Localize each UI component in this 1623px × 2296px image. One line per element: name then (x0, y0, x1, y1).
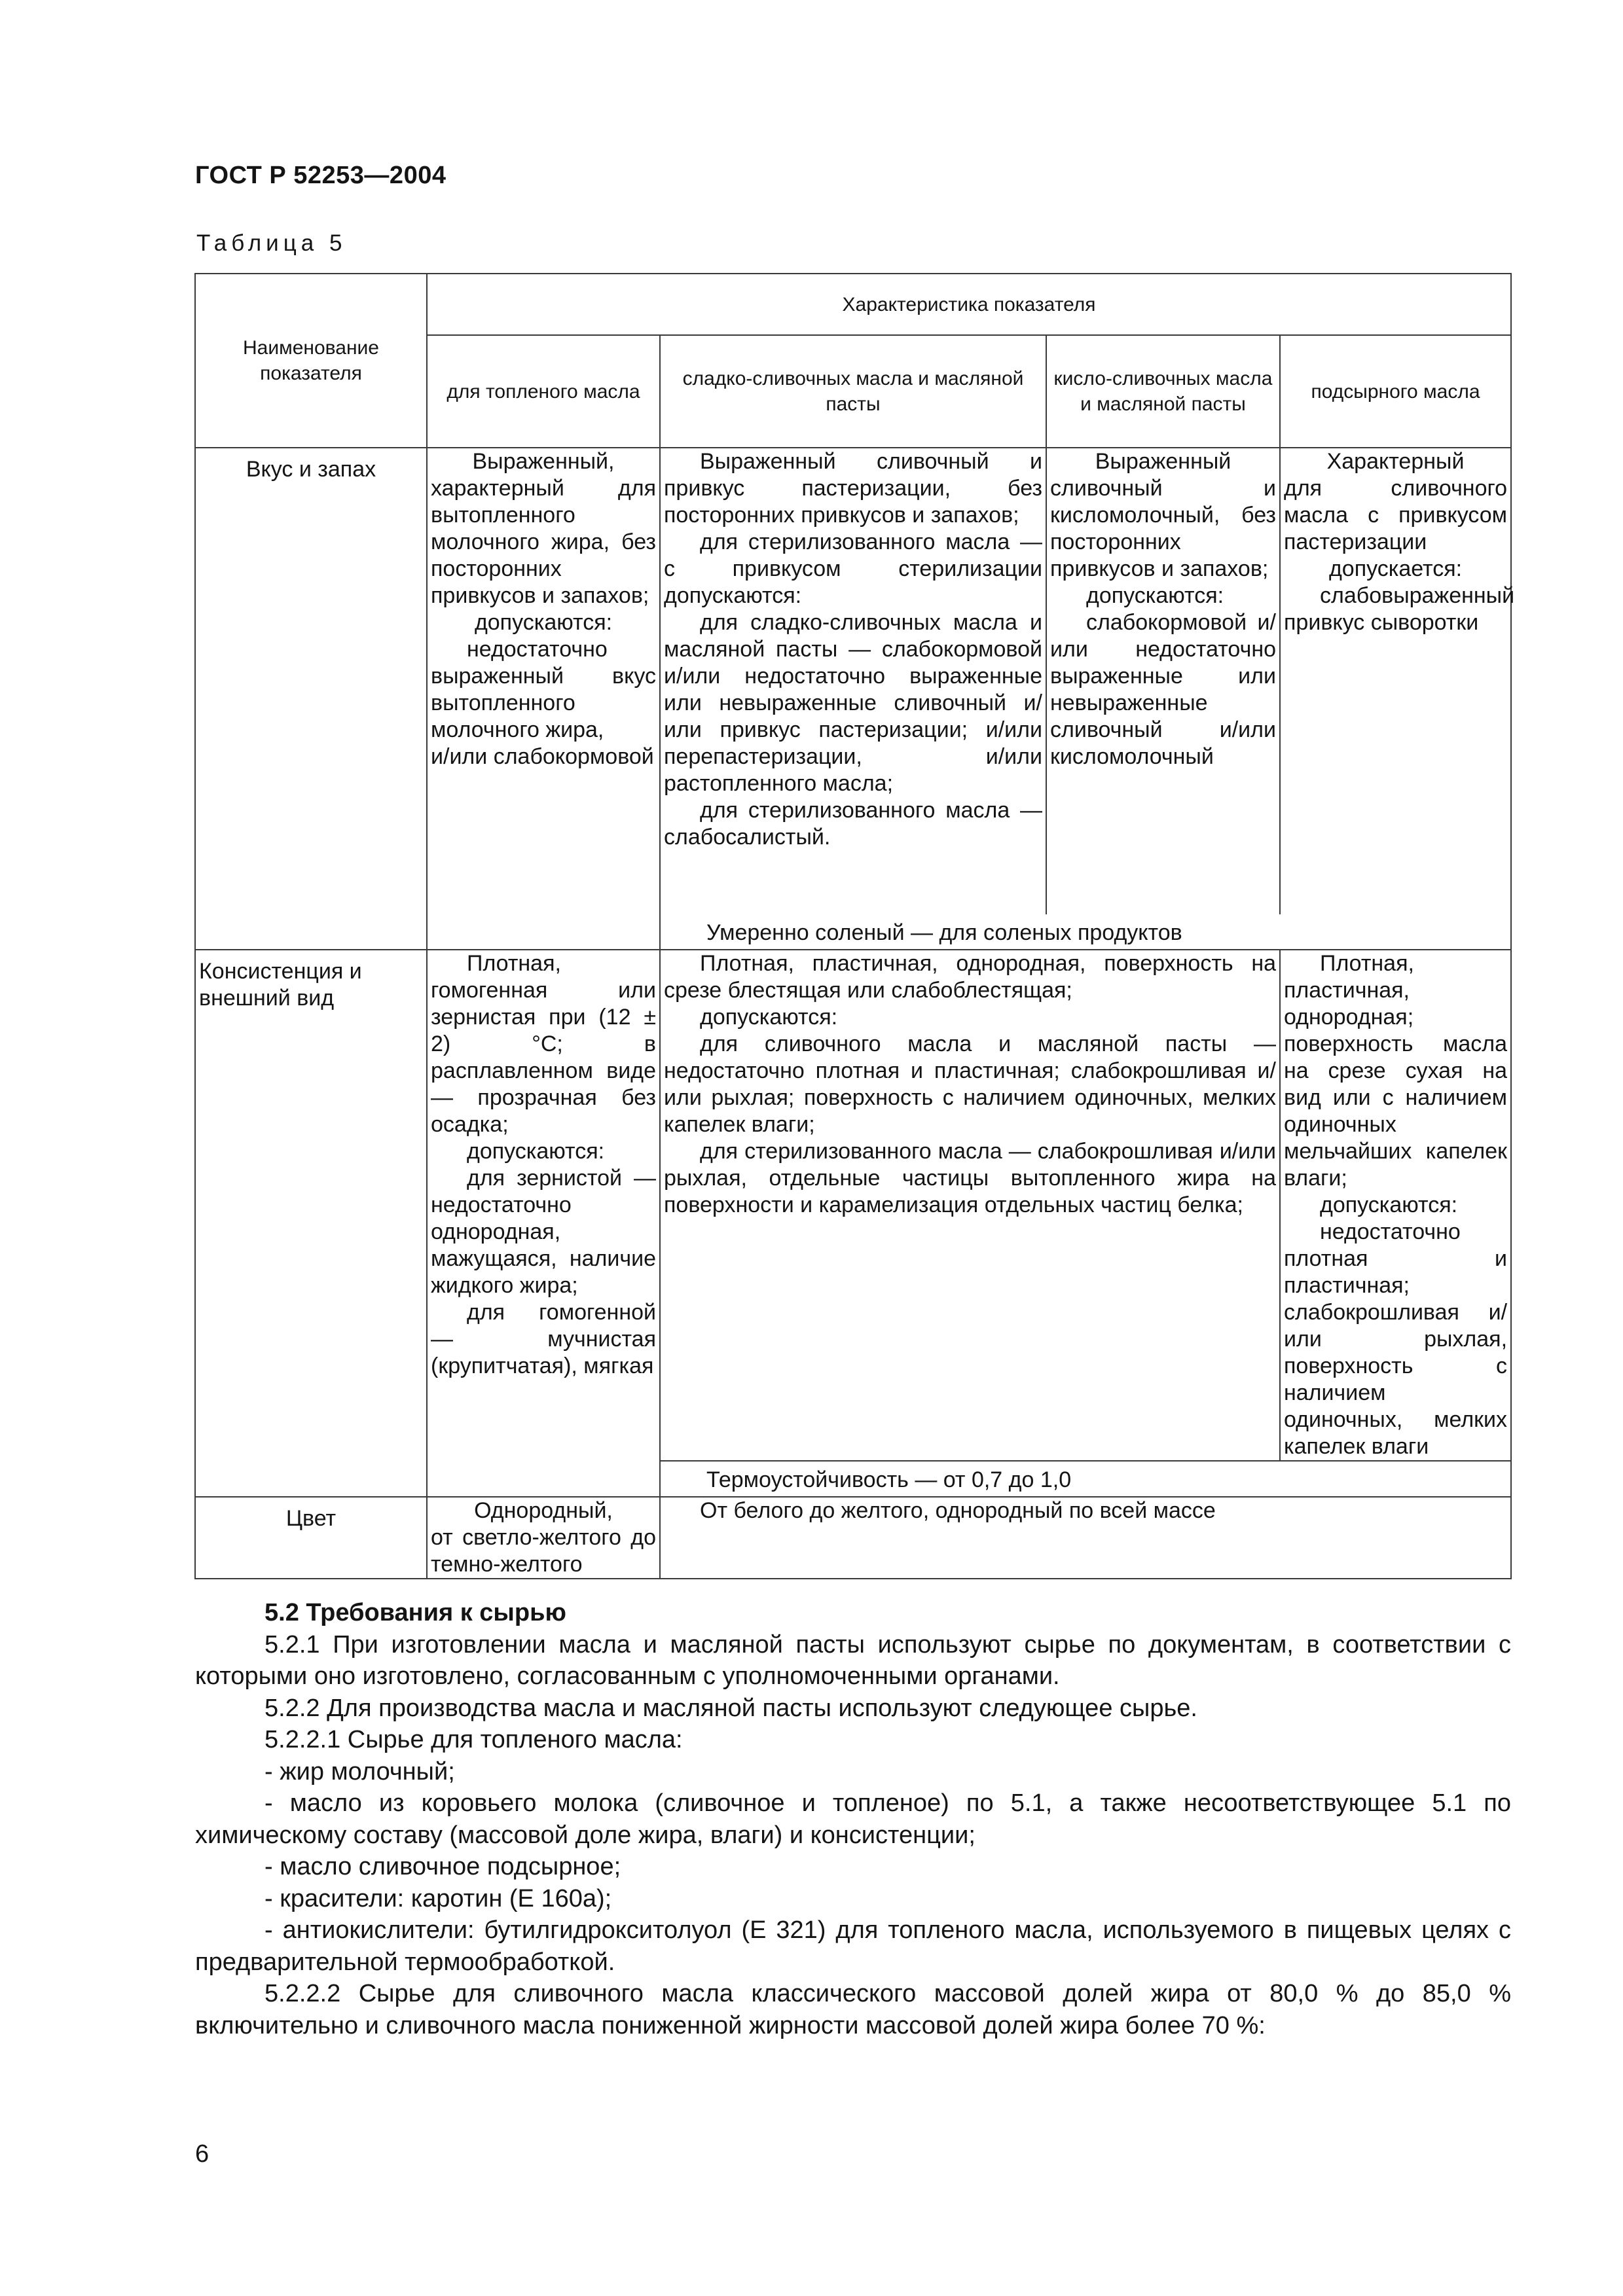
text: для сладко-сливочных масла и масляной пасты — слабокормовой и/или недостаточно выраженные или невыраженные сливочный и/или привкус пастеризации; и/или перепастеризации, и/или растопленного масла; (664, 610, 1042, 796)
table-row-consistency (195, 950, 1511, 1461)
header-sour-cream: кисло-сливочных масла и масляной пасты (1046, 335, 1280, 448)
document-code: ГОСТ Р 52253—2004 (195, 162, 447, 189)
text: От белого до желтого, однородный по всей массе (700, 1498, 1216, 1523)
table-row-taste (195, 448, 1511, 914)
text: допускаются: (474, 610, 613, 635)
text: допускается: (1328, 556, 1463, 581)
text: от светло-желтого до темно-желтого (431, 1525, 656, 1577)
text: для сливочного масла с привкусом пастеризации (1284, 476, 1508, 554)
header-indicator-name: Наименование показателя (195, 274, 427, 448)
cell-salted-note: Умеренно соленый — для соленых продуктов (660, 914, 1511, 950)
list-item: - красители: каротин (Е 160а); (264, 1884, 612, 1912)
cell-consistency-whey (1280, 950, 1511, 1461)
header-characteristic: Характеристика показателя (427, 274, 1511, 335)
cell-color-rest (660, 1497, 1511, 1579)
cell-taste-sweet (660, 448, 1046, 914)
text: характерный для вытопленного молочного жира, без посторонних привкусов и запахов; (431, 476, 656, 608)
list-item: - антиокислители: бутилгидрокситолуол (Е 321) для топленого масла, используемого в пищевых целях с предварительной термообработкой. (195, 1916, 1511, 1976)
text: Плотная, пластичная, однородная, поверхность на срезе блестящая или слабоблестящая; (664, 951, 1276, 1003)
text: допускаются: (700, 1005, 838, 1030)
cell-heat-resistance: Термоустойчивость — от 0,7 до 1,0 (660, 1461, 1511, 1497)
header-whey-butter: подсырного масла (1280, 335, 1511, 448)
text: допускаются: (1320, 1193, 1458, 1217)
text: Однородный, (474, 1498, 613, 1523)
text: для гомогенной — мучнистая (крупитчатая), мягкая (431, 1300, 656, 1378)
cell-color-ghee (427, 1497, 660, 1579)
list-item: - масло сливочное подсырное; (264, 1853, 621, 1880)
text: для стерилизованного масла — слабосалистый. (664, 798, 1042, 850)
text: недостаточно выраженный вкус вытопленного молочного жира, (431, 637, 656, 742)
paragraph: 5.2.2.1 Сырье для топленого масла: (264, 1726, 683, 1753)
list-item: - жир молочный; (264, 1757, 455, 1785)
text: Характерный (1326, 449, 1465, 474)
table-row-color (195, 1497, 1511, 1579)
cell-consistency-sweet-sour (660, 950, 1280, 1461)
header-sweet-cream: сладко-сливочных масла и масляной пасты (660, 335, 1046, 448)
row-name-taste: Вкус и запах (195, 448, 427, 950)
text: допускаются: (1086, 583, 1224, 608)
table-5 (194, 273, 1515, 1579)
text: для зернистой — недостаточно однородная, мажущаяся, наличие жидкого жира; (431, 1166, 656, 1298)
text: для стерилизованного масла — слабокрошливая и/или рыхлая, отдельные частицы вытопленного жира на поверхности и карамелизация отдельных частиц белка; (664, 1139, 1276, 1217)
cell-taste-whey (1280, 448, 1515, 914)
paragraph: 5.2.2.2 Сырье для сливочного масла классического массовой долей жира от 80,0 % до 85,0 % включительно и сливочного масла пониженной жирности массовой долей жира более 70 %: (195, 1980, 1511, 2039)
row-name-consistency: Консистенция и внешний вид (195, 950, 427, 1497)
text: для сливочного масла и масляной пасты — недостаточно плотная и пластичная; слабокрошливая и/или рыхлая; поверхность с наличием одиночных, мелких капелек влаги; (664, 1031, 1276, 1137)
text: сливочный и кисломолочный, без посторонних привкусов и запахов; (1050, 476, 1276, 581)
text: Выраженный, (472, 449, 615, 474)
paragraph: 5.2.1 При изготовлении масла и масляной пасты используют сырье по документам, в соответствии с которыми оно изготовлено, согласованным с уполномоченными органами. (195, 1630, 1511, 1690)
text: слабовыраженный привкус сыворотки (1284, 583, 1515, 635)
text: слабокормовой и/или недостаточно выраженные или невыраженные сливочный и/или кисломолочный (1050, 610, 1276, 769)
text: Выраженный сливочный и привкус пастеризации, без посторонних привкусов и запахов; (664, 449, 1042, 528)
header-ghee: для топленого масла (427, 335, 660, 448)
cell-consistency-ghee (427, 950, 660, 1497)
row-name-color: Цвет (195, 1497, 427, 1579)
text: для стерилизованного масла — с привкусом стерилизации допускаются: (664, 529, 1042, 608)
table-caption: Таблица 5 (196, 230, 347, 256)
paragraph: 5.2.2 Для производства масла и масляной пасты используют следующее сырье. (264, 1694, 1197, 1722)
list-item: - масло из коровьего молока (сливочное и топленое) по 5.1, а также несоответствующее 5.1 по химическому составу (массовой доле жира, влаги) и консистенции; (195, 1789, 1511, 1849)
text: Плотная, пластичная, однородная; поверхность масла на срезе сухая на вид или с наличием одиночных мельчайших капелек влаги; (1284, 951, 1508, 1191)
text: Выраженный (1095, 449, 1231, 474)
section-heading: 5.2 Требования к сырью (264, 1599, 566, 1626)
text: допускаются: (467, 1139, 605, 1164)
section-5-2 (195, 1597, 1511, 2041)
text: и/или слабокормовой (431, 744, 654, 769)
cell-taste-ghee (427, 448, 660, 950)
text: Плотная, гомогенная или зернистая при (12 ± 2) °С; в расплавленном виде — прозрачная без осадка; (431, 951, 656, 1137)
page-number: 6 (195, 2140, 210, 2168)
cell-taste-sour (1046, 448, 1280, 914)
text: недостаточно плотная и пластичная; слабокрошливая и/или рыхлая, поверхность с наличием одиночных, мелких капелек влаги (1284, 1219, 1508, 1459)
